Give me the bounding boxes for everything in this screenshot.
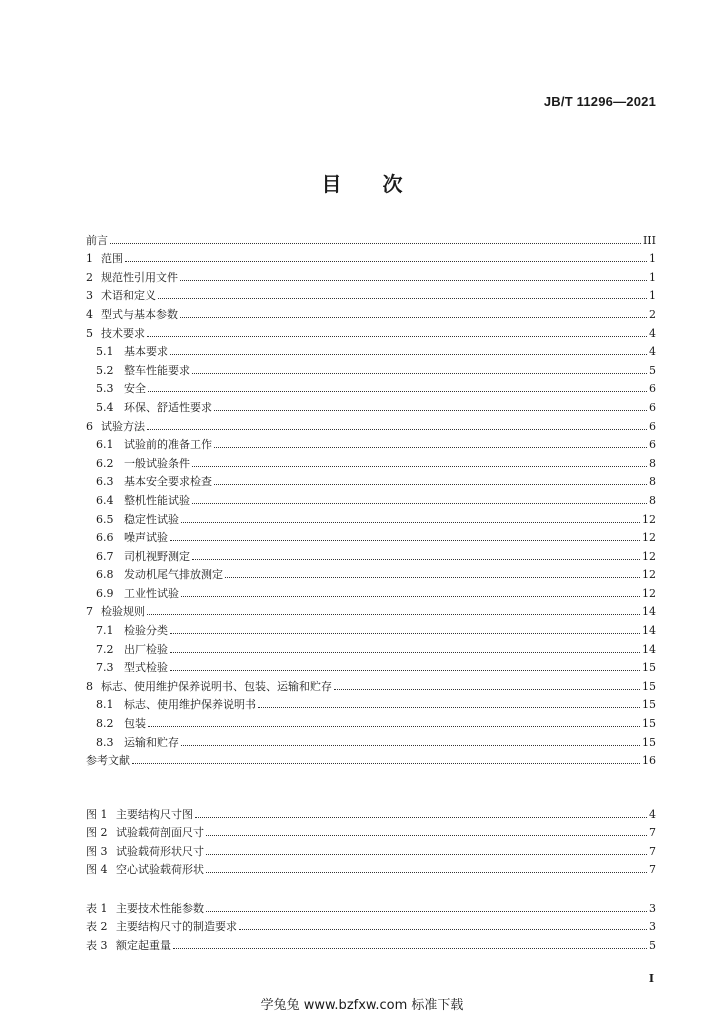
toc-entry-number: 6.7 bbox=[96, 549, 114, 563]
toc-entry-label: 整机性能试验 bbox=[124, 493, 190, 507]
leader-dots bbox=[181, 594, 640, 597]
toc-entry-label: 安全 bbox=[124, 382, 146, 396]
figure-entry-number: 图 1 bbox=[86, 807, 108, 821]
toc-entry[interactable] bbox=[86, 711, 656, 730]
toc-entry-number: 2 bbox=[86, 270, 93, 284]
toc-entry-number: 8.3 bbox=[96, 735, 114, 749]
page-number: I bbox=[648, 972, 654, 985]
toc-entry-page: 14 bbox=[642, 624, 656, 638]
toc-entry-number: 6.9 bbox=[96, 586, 114, 600]
toc-entry[interactable] bbox=[86, 451, 656, 470]
leader-dots bbox=[181, 743, 640, 746]
toc-entry-page: 15 bbox=[642, 735, 656, 749]
table-entry-label: 主要结构尺寸的制造要求 bbox=[116, 920, 237, 934]
toc-entry[interactable] bbox=[86, 302, 656, 321]
footer-watermark-text: 学兔兔 www.bzfxw.com 标准下载 bbox=[260, 998, 464, 1013]
leader-dots bbox=[206, 909, 647, 912]
toc-entry-page: 15 bbox=[642, 698, 656, 712]
toc-entry-page: 12 bbox=[642, 531, 656, 545]
toc-entry-label: 范围 bbox=[101, 252, 123, 266]
toc-entry-page: 1 bbox=[649, 270, 656, 284]
toc-entry-label: 整车性能要求 bbox=[124, 363, 190, 377]
leader-dots bbox=[148, 724, 640, 727]
leader-dots bbox=[170, 668, 640, 671]
toc-entry-label: 检验规则 bbox=[101, 605, 145, 619]
toc-entry-page: 15 bbox=[642, 661, 656, 675]
toc-entry-number: 6.4 bbox=[96, 493, 114, 507]
leader-dots bbox=[148, 389, 647, 392]
toc-entry[interactable] bbox=[86, 563, 656, 582]
leader-dots bbox=[170, 352, 647, 355]
toc-entry-page: 8 bbox=[649, 475, 656, 489]
toc-entry-label: 基本安全要求检查 bbox=[124, 475, 212, 489]
table-entry-number: 表 1 bbox=[86, 901, 108, 915]
figure-entry[interactable] bbox=[86, 858, 656, 877]
table-entry-page: 3 bbox=[649, 901, 656, 915]
toc-entry[interactable] bbox=[86, 321, 656, 340]
table-entry-page: 3 bbox=[649, 920, 656, 934]
toc-entry-label: 标志、使用维护保养说明书 bbox=[124, 698, 256, 712]
toc-entry-label: 前言 bbox=[86, 233, 108, 247]
leader-dots bbox=[192, 501, 647, 504]
toc-entry-number: 8.2 bbox=[96, 717, 114, 731]
toc-entry-label: 环保、舒适性要求 bbox=[124, 400, 212, 414]
toc-entry-number: 6 bbox=[86, 419, 93, 433]
toc-entry-number: 5.2 bbox=[96, 363, 114, 377]
toc-entry-page: 6 bbox=[649, 382, 656, 396]
toc-entry-page: 6 bbox=[649, 400, 656, 414]
toc-entry-number: 3 bbox=[86, 289, 93, 303]
table-entry[interactable] bbox=[86, 933, 656, 952]
figure-entry-label: 空心试验载荷形状 bbox=[116, 863, 204, 877]
toc-entry-label: 一般试验条件 bbox=[124, 456, 190, 470]
figure-entry-number: 图 2 bbox=[86, 826, 108, 840]
toc-entry-label: 术语和定义 bbox=[101, 289, 156, 303]
leader-dots bbox=[147, 612, 640, 615]
toc-entry-number: 7.2 bbox=[96, 642, 114, 656]
leader-dots bbox=[173, 946, 647, 949]
toc-entry-label: 包装 bbox=[124, 717, 146, 731]
toc-entry-number: 8.1 bbox=[96, 698, 114, 712]
toc-entry-label: 技术要求 bbox=[101, 326, 145, 340]
toc-entry-label: 基本要求 bbox=[124, 345, 168, 359]
toc-entry-number: 5.3 bbox=[96, 382, 114, 396]
toc-entry[interactable] bbox=[86, 284, 656, 303]
toc-entry[interactable] bbox=[86, 358, 656, 377]
toc-entry-page: 8 bbox=[649, 456, 656, 470]
leader-dots bbox=[110, 241, 641, 244]
toc-entry[interactable] bbox=[86, 377, 656, 396]
leader-dots bbox=[214, 445, 647, 448]
toc-entry-label: 发动机尾气排放测定 bbox=[124, 568, 223, 582]
leader-dots bbox=[180, 278, 647, 281]
toc-entry-page: 15 bbox=[642, 717, 656, 731]
toc-entry-label: 运输和贮存 bbox=[124, 735, 179, 749]
toc-entry-page: 12 bbox=[642, 549, 656, 563]
toc-figure-list bbox=[86, 802, 656, 876]
figure-entry-page: 7 bbox=[649, 844, 656, 858]
table-entry-number: 表 2 bbox=[86, 920, 108, 934]
toc-entry-label: 试验前的准备工作 bbox=[124, 438, 212, 452]
leader-dots bbox=[181, 520, 640, 523]
toc-entry-page: 6 bbox=[649, 438, 656, 452]
toc-entry[interactable] bbox=[86, 414, 656, 433]
toc-entry-number: 8 bbox=[86, 679, 93, 693]
table-entry-label: 额定起重量 bbox=[116, 938, 171, 952]
leader-dots bbox=[334, 687, 640, 690]
leader-dots bbox=[170, 650, 640, 653]
toc-entry-page: 1 bbox=[649, 252, 656, 266]
figure-entry-number: 图 4 bbox=[86, 863, 108, 877]
table-entry-label: 主要技术性能参数 bbox=[116, 901, 204, 915]
toc-entry-label: 型式与基本参数 bbox=[101, 307, 178, 321]
toc-entry[interactable] bbox=[86, 395, 656, 414]
toc-entry-number: 6.3 bbox=[96, 475, 114, 489]
leader-dots bbox=[147, 427, 647, 430]
table-entry[interactable] bbox=[86, 915, 656, 934]
leader-dots bbox=[147, 334, 647, 337]
toc-entry-label: 司机视野测定 bbox=[124, 549, 190, 563]
document-code: JB/T 11296—2021 bbox=[543, 94, 656, 109]
figure-entry[interactable] bbox=[86, 839, 656, 858]
toc-entry[interactable] bbox=[86, 228, 656, 247]
toc-entry-label: 工业性试验 bbox=[124, 586, 179, 600]
toc-entry-page: 14 bbox=[642, 642, 656, 656]
toc-entry-page: 5 bbox=[649, 363, 656, 377]
toc-entry[interactable] bbox=[86, 544, 656, 563]
leader-dots bbox=[206, 870, 647, 873]
toc-entry-page: 12 bbox=[642, 568, 656, 582]
leader-dots bbox=[214, 482, 647, 485]
toc-entry-number: 6.8 bbox=[96, 568, 114, 582]
toc-entry[interactable] bbox=[86, 265, 656, 284]
toc-entry-label: 检验分类 bbox=[124, 624, 168, 638]
toc-entry-number: 6.2 bbox=[96, 456, 114, 470]
leader-dots bbox=[170, 631, 640, 634]
leader-dots bbox=[192, 464, 647, 467]
leader-dots bbox=[258, 705, 640, 708]
toc-entry-page: 12 bbox=[642, 512, 656, 526]
toc-entry[interactable] bbox=[86, 637, 656, 656]
figure-entry[interactable] bbox=[86, 802, 656, 821]
leader-dots bbox=[195, 815, 647, 818]
toc-entry-page: 14 bbox=[642, 605, 656, 619]
figure-entry[interactable] bbox=[86, 821, 656, 840]
toc-title: 目 次 bbox=[321, 172, 403, 196]
toc-entry-label: 规范性引用文件 bbox=[101, 270, 178, 284]
figure-entry-label: 主要结构尺寸图 bbox=[116, 807, 193, 821]
table-entry[interactable] bbox=[86, 896, 656, 915]
leader-dots bbox=[206, 852, 647, 855]
toc-entry-label: 出厂检验 bbox=[124, 642, 168, 656]
toc-entry-page: 2 bbox=[649, 307, 656, 321]
toc-entry-page: 1 bbox=[649, 289, 656, 303]
figure-entry-number: 图 3 bbox=[86, 844, 108, 858]
toc-entry[interactable] bbox=[86, 507, 656, 526]
leader-dots bbox=[214, 408, 647, 411]
leader-dots bbox=[225, 575, 640, 578]
toc-entry-number: 6.5 bbox=[96, 512, 114, 526]
figure-entry-page: 7 bbox=[649, 863, 656, 877]
toc-entry-number: 5 bbox=[86, 326, 93, 340]
toc-entry-page: 16 bbox=[642, 754, 656, 768]
toc-entry-page: 15 bbox=[642, 679, 656, 693]
toc-entry[interactable] bbox=[86, 247, 656, 266]
toc-entry-label: 标志、使用维护保养说明书、包装、运输和贮存 bbox=[101, 679, 332, 693]
toc-entry[interactable] bbox=[86, 730, 656, 749]
toc-entry-page: 12 bbox=[642, 586, 656, 600]
leader-dots bbox=[239, 927, 647, 930]
table-entry-page: 5 bbox=[649, 938, 656, 952]
toc-entry[interactable] bbox=[86, 600, 656, 619]
toc-entry[interactable] bbox=[86, 581, 656, 600]
toc-entry-number: 1 bbox=[86, 252, 93, 266]
figure-entry-page: 7 bbox=[649, 826, 656, 840]
toc-entry[interactable] bbox=[86, 674, 656, 693]
leader-dots bbox=[192, 557, 640, 560]
table-entry-number: 表 3 bbox=[86, 938, 108, 952]
toc-entry[interactable] bbox=[86, 693, 656, 712]
toc-entry[interactable] bbox=[86, 526, 656, 545]
leader-dots bbox=[125, 259, 647, 262]
leader-dots bbox=[132, 761, 640, 764]
toc-entry-label: 型式检验 bbox=[124, 661, 168, 675]
figure-entry-label: 试验载荷形状尺寸 bbox=[116, 844, 204, 858]
leader-dots bbox=[206, 833, 647, 836]
toc-entry[interactable] bbox=[86, 340, 656, 359]
toc-entry-number: 5.4 bbox=[96, 400, 114, 414]
toc-entry-number: 7.3 bbox=[96, 661, 114, 675]
toc-entry-number: 5.1 bbox=[96, 345, 114, 359]
leader-dots bbox=[158, 296, 647, 299]
toc-entry[interactable] bbox=[86, 656, 656, 675]
toc-entry-number: 7.1 bbox=[96, 624, 114, 638]
toc-entry[interactable] bbox=[86, 749, 656, 768]
toc-main-list bbox=[86, 228, 656, 767]
leader-dots bbox=[192, 371, 647, 374]
toc-table-list bbox=[86, 896, 656, 952]
toc-entry-number: 6.6 bbox=[96, 531, 114, 545]
toc-entry-number: 6.1 bbox=[96, 438, 114, 452]
toc-entry-label: 稳定性试验 bbox=[124, 512, 179, 526]
toc-entry[interactable] bbox=[86, 470, 656, 489]
toc-entry-label: 噪声试验 bbox=[124, 531, 168, 545]
toc-entry-page: 4 bbox=[649, 345, 656, 359]
toc-entry-number: 4 bbox=[86, 307, 93, 321]
toc-entry[interactable] bbox=[86, 618, 656, 637]
toc-entry-label: 试验方法 bbox=[101, 419, 145, 433]
toc-entry[interactable] bbox=[86, 433, 656, 452]
toc-entry-page: 8 bbox=[649, 493, 656, 507]
toc-entry-number: 7 bbox=[86, 605, 93, 619]
figure-entry-page: 4 bbox=[649, 807, 656, 821]
leader-dots bbox=[180, 315, 647, 318]
toc-entry-page: 6 bbox=[649, 419, 656, 433]
toc-entry-page: III bbox=[642, 233, 656, 247]
toc-entry-page: 4 bbox=[649, 326, 656, 340]
toc-entry[interactable] bbox=[86, 488, 656, 507]
toc-entry-label: 参考文献 bbox=[86, 754, 130, 768]
leader-dots bbox=[170, 538, 640, 541]
figure-entry-label: 试验载荷剖面尺寸 bbox=[116, 826, 204, 840]
